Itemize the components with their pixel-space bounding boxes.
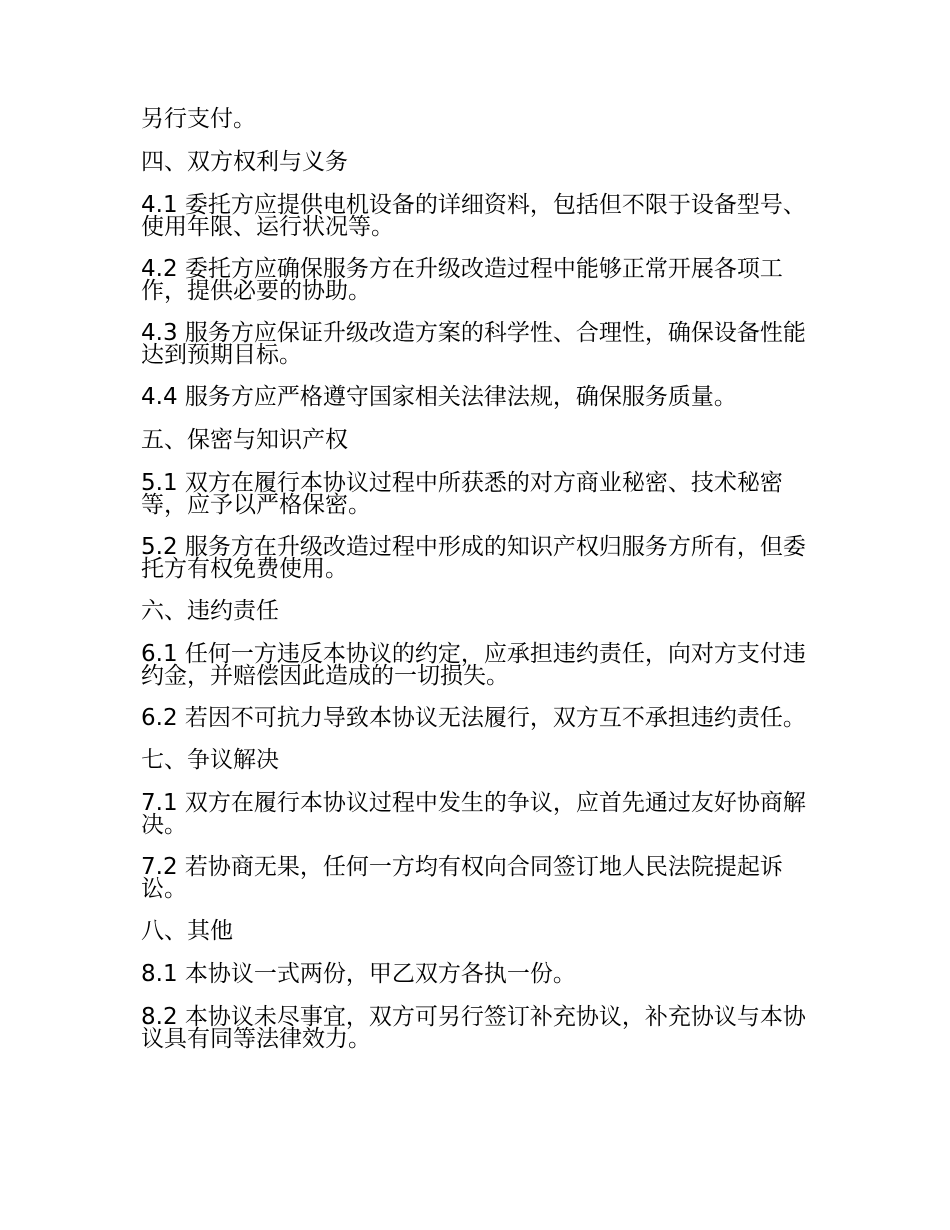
clause-8-2: 8.2 本协议未尽事宜，双方可另行签订补充协议，补充协议与本协议具有同等法律效力。 [141, 1004, 806, 1052]
paragraph-continuation: 另行支付。 [141, 106, 256, 132]
section-heading-other: 八、其他 [141, 918, 233, 944]
section-heading-breach: 六、违约责任 [141, 598, 279, 624]
document-page [141, 104, 809, 1066]
clause-8-1: 8.1 本协议一式两份，甲乙双方各执一份。 [141, 961, 576, 987]
clause-7-2: 7.2 若协商无果，任何一方均有权向合同签订地人民法院提起诉讼。 [141, 854, 783, 902]
section-heading-confidentiality: 五、保密与知识产权 [141, 427, 348, 453]
clause-6-2: 6.2 若因不可抗力导致本协议无法履行，双方互不承担违约责任。 [141, 705, 806, 731]
clause-5-2: 5.2 服务方在升级改造过程中形成的知识产权归服务方所有，但委托方有权免费使用。 [141, 534, 806, 582]
clause-4-1: 4.1 委托方应提供电机设备的详细资料，包括但不限于设备型号、使用年限、运行状况等。 [141, 192, 806, 240]
clause-4-2: 4.2 委托方应确保服务方在升级改造过程中能够正常开展各项工作，提供必要的协助。 [141, 256, 783, 304]
clause-7-1: 7.1 双方在履行本协议过程中发生的争议，应首先通过友好协商解决。 [141, 790, 806, 838]
section-heading-rights-obligations: 四、双方权利与义务 [141, 149, 348, 175]
clause-4-4: 4.4 服务方应严格遵守国家相关法律法规，确保服务质量。 [141, 384, 737, 410]
section-heading-dispute: 七、争议解决 [141, 747, 279, 773]
clause-4-3: 4.3 服务方应保证升级改造方案的科学性、合理性，确保设备性能达到预期目标。 [141, 320, 806, 368]
clause-5-1: 5.1 双方在履行本协议过程中所获悉的对方商业秘密、技术秘密等，应予以严格保密。 [141, 470, 783, 518]
clause-6-1: 6.1 任何一方违反本协议的约定，应承担违约责任，向对方支付违约金，并赔偿因此造成的一切损失。 [141, 641, 806, 689]
